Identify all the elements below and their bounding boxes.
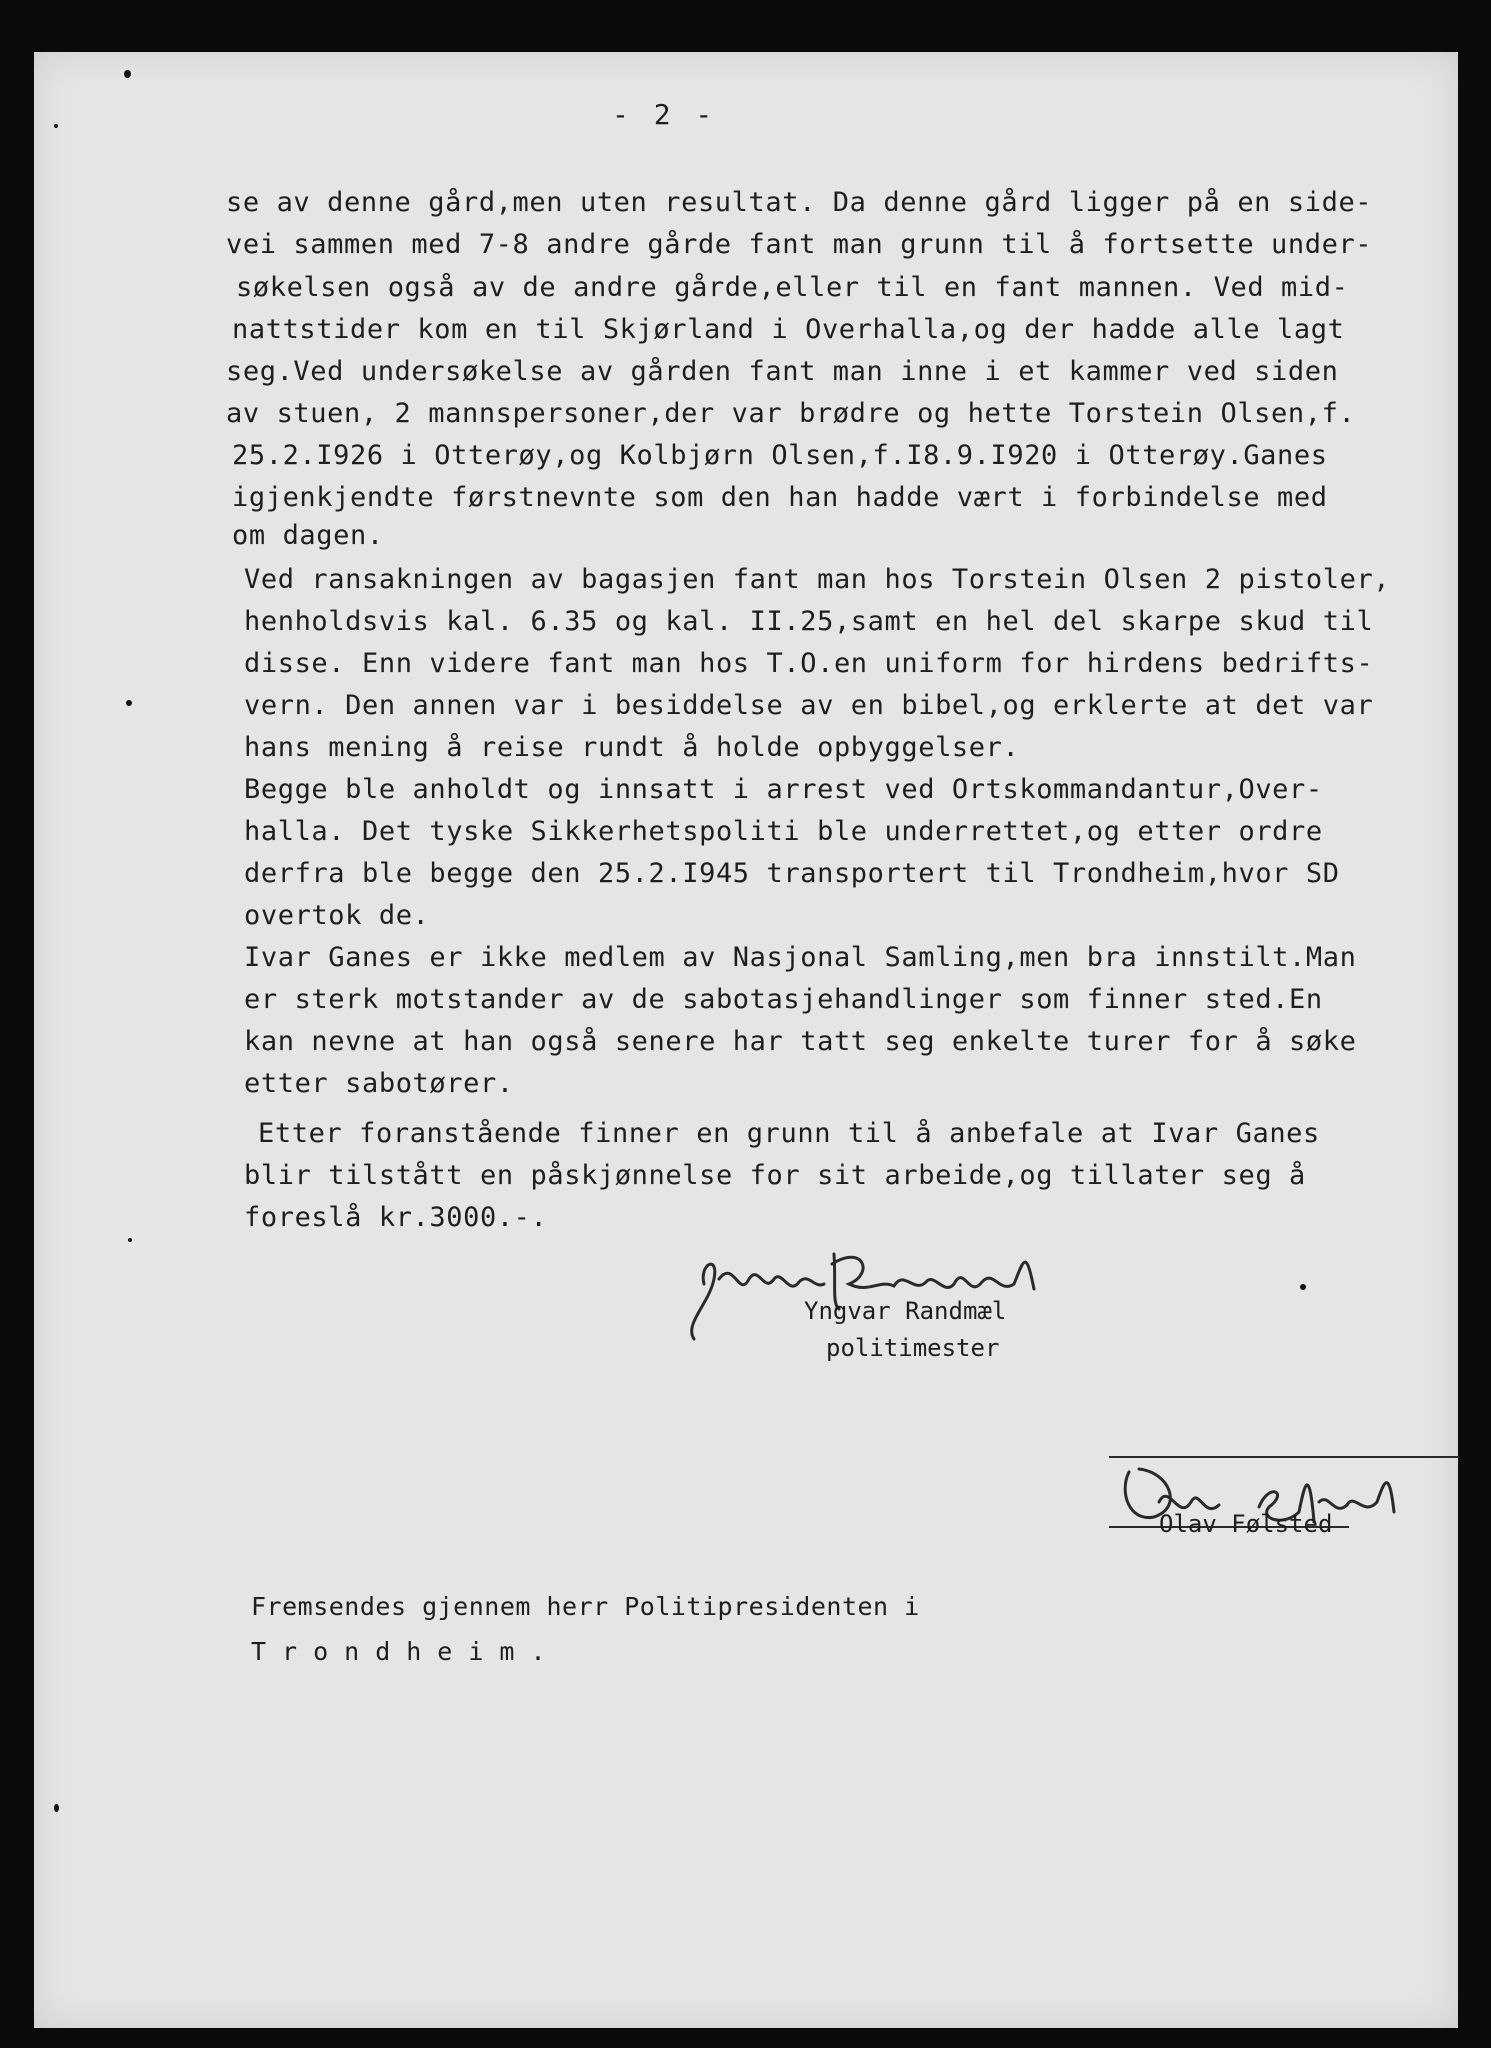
body-line: vern. Den annen var i besiddelse av en bibel,og erklerte at det var bbox=[244, 690, 1374, 721]
scan-speck bbox=[1300, 1284, 1306, 1290]
body-line: blir tilstått en påskjønnelse for sit arbeide,og tillater seg å bbox=[244, 1160, 1306, 1191]
scan-speck bbox=[126, 700, 132, 706]
body-line: vei sammen med 7-8 andre gårde fant man grunn til å fortsette under- bbox=[226, 229, 1373, 260]
body-line: disse. Enn videre fant man hos T.O.en uniform for hirdens bedrifts- bbox=[244, 648, 1374, 679]
page-number: - 2 - bbox=[612, 98, 717, 131]
forwarding-note: Fremsendes gjennem herr Politipresidenten i bbox=[251, 1592, 920, 1621]
signature-cosign bbox=[1109, 1447, 1469, 1567]
body-line: er sterk motstander av de sabotasjehandlinger som finner sted.En bbox=[244, 984, 1323, 1015]
body-line: 25.2.I926 i Otterøy,og Kolbjørn Olsen,f.I8.9.I920 i Otterøy.Ganes bbox=[232, 440, 1328, 471]
body-line: Begge ble anholdt og innsatt i arrest ved Ortskommandantur,Over- bbox=[244, 774, 1323, 805]
signature-name: Yngvar Randmæl bbox=[804, 1297, 1007, 1325]
scan-speck bbox=[128, 1238, 132, 1242]
body-line: henholdsvis kal. 6.35 og kal. II.25,samt en hel del skarpe skud til bbox=[244, 606, 1374, 637]
scan-speck bbox=[54, 124, 58, 128]
signature-title: politimester bbox=[826, 1334, 1000, 1362]
body-line: søkelsen også av de andre gårde,eller til en fant mannen. Ved mid- bbox=[236, 272, 1349, 303]
body-line: om dagen. bbox=[232, 520, 384, 551]
body-line: etter sabotører. bbox=[244, 1068, 514, 1099]
body-line: foreslå kr.3000.-. bbox=[244, 1202, 548, 1233]
body-line: Ivar Ganes er ikke medlem av Nasjonal Samling,men bra innstilt.Man bbox=[244, 942, 1357, 973]
body-line: derfra ble begge den 25.2.I945 transportert til Trondheim,hvor SD bbox=[244, 858, 1340, 889]
cosign-name: Olav Følsted bbox=[1159, 1510, 1333, 1538]
body-line: overtok de. bbox=[244, 900, 430, 931]
body-line: av stuen, 2 mannspersoner,der var brødre og hette Torstein Olsen,f. bbox=[226, 398, 1356, 429]
document-page bbox=[34, 52, 1458, 2028]
body-line: se av denne gård,men uten resultat. Da denne gård ligger på en side- bbox=[226, 187, 1373, 218]
body-line: nattstider kom en til Skjørland i Overhalla,og der hadde alle lagt bbox=[232, 314, 1345, 345]
body-line: igjenkjendte førstnevnte som den han hadde vært i forbindelse med bbox=[232, 482, 1328, 513]
scan-speck bbox=[124, 70, 131, 78]
body-line: seg.Ved undersøkelse av gården fant man inne i et kammer ved siden bbox=[226, 356, 1339, 387]
body-line: Etter foranstående finner en grunn til å anbefale at Ivar Ganes bbox=[258, 1118, 1320, 1149]
forwarding-city: Trondheim. bbox=[251, 1637, 562, 1666]
body-line: halla. Det tyske Sikkerhetspoliti ble underrettet,og etter ordre bbox=[244, 816, 1323, 847]
scan-speck bbox=[54, 1804, 59, 1812]
body-line: Ved ransakningen av bagasjen fant man hos Torstein Olsen 2 pistoler, bbox=[244, 564, 1391, 595]
body-line: kan nevne at han også senere har tatt seg enkelte turer for å søke bbox=[244, 1026, 1357, 1057]
body-line: hans mening å reise rundt å holde opbyggelser. bbox=[244, 732, 1020, 763]
